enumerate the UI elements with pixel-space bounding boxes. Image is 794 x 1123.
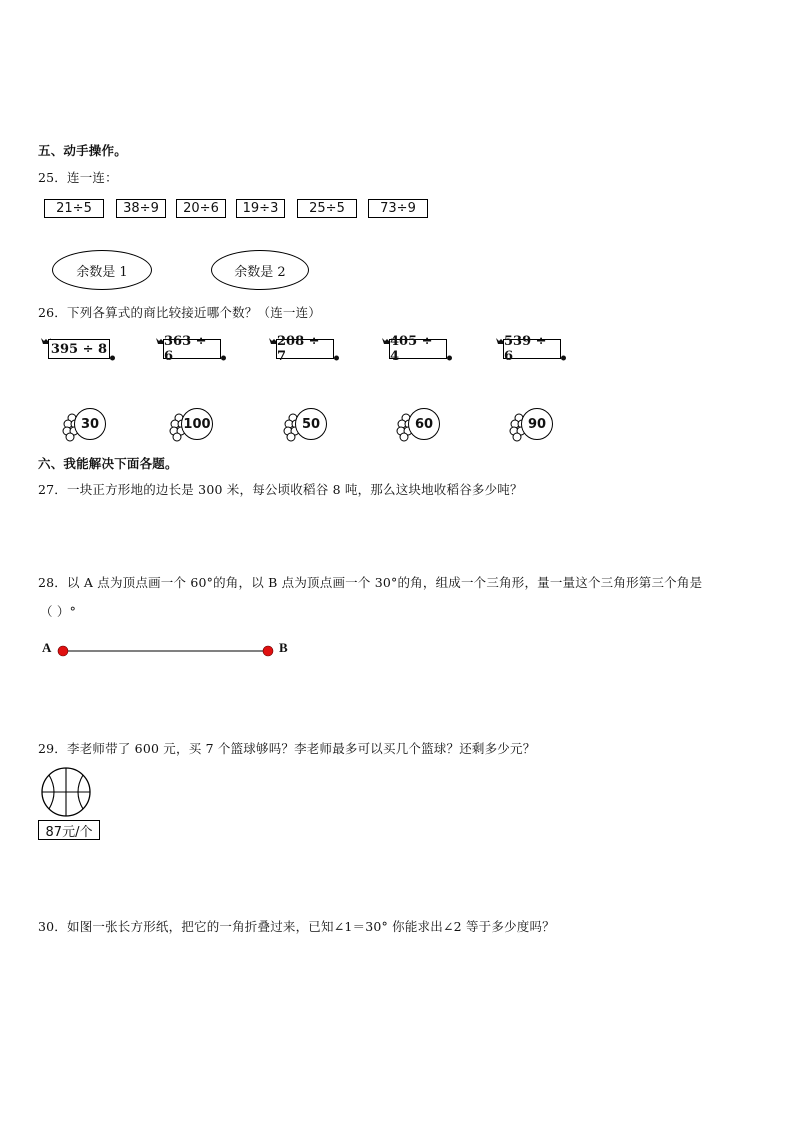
tail-icon — [220, 354, 227, 362]
expression-box[interactable]: 20÷6 — [176, 199, 226, 218]
answer-fruit[interactable] — [169, 406, 215, 448]
expression-box[interactable]: 38÷9 — [116, 199, 166, 218]
point-b-label: B — [279, 640, 288, 655]
point-a-label: A — [42, 640, 52, 655]
question-26-prompt: 26．下列各算式的商比较接近哪个数？（连一连） — [38, 305, 322, 320]
division-card[interactable] — [268, 334, 340, 364]
division-card[interactable] — [381, 334, 453, 364]
expression-box[interactable]: 19÷3 — [236, 199, 285, 218]
section-6-heading: 六、我能解决下面各题。 — [38, 456, 178, 471]
answer-circle: 100 — [181, 408, 213, 440]
remainder-1-ellipse[interactable]: 余数是 1 — [52, 250, 152, 290]
question-27-prompt: 27．一块正方形地的边长是 300 米，每公顷收稻谷 8 吨，那么这块地收稻谷多少吨？ — [38, 482, 523, 497]
question-25-prompt: 25．连一连： — [38, 170, 118, 185]
answer-circle: 90 — [521, 408, 553, 440]
expression-box[interactable]: 73÷9 — [368, 199, 428, 218]
tail-icon — [560, 354, 567, 362]
division-card-label: 208 ÷ 7 — [276, 339, 334, 359]
tail-icon — [446, 354, 453, 362]
division-card-label: 405 ÷ 4 — [389, 339, 447, 359]
division-card[interactable] — [40, 337, 116, 359]
division-card[interactable] — [155, 334, 227, 364]
answer-fruit[interactable] — [396, 406, 442, 448]
answer-fruit[interactable] — [62, 406, 108, 448]
segment-ab — [56, 643, 276, 659]
answer-fruit[interactable] — [283, 406, 329, 448]
section-5-heading: 五、动手操作。 — [38, 143, 127, 158]
expression-box[interactable]: 21÷5 — [44, 199, 104, 218]
price-label: 87元/个 — [38, 820, 100, 840]
answer-blank[interactable]: （ ）° — [40, 604, 77, 619]
expression-box[interactable]: 25÷5 — [297, 199, 357, 218]
tail-icon — [333, 354, 340, 362]
question-30-prompt: 30．如图一张长方形纸，把它的一角折叠过来，已知∠1＝30° 你能求出∠2 等于多少度吗？ — [38, 919, 555, 934]
division-card-label: 363 ÷ 6 — [163, 339, 221, 359]
division-card-label: 539 ÷ 6 — [503, 339, 561, 359]
question-28-prompt: 28．以 A 点为顶点画一个 60°的角，以 B 点为顶点画一个 30°的角，组成一个三角形，量一量这个三角形第三个角是 — [38, 575, 703, 590]
point-b — [263, 646, 273, 656]
division-card[interactable] — [495, 334, 567, 364]
point-a — [58, 646, 68, 656]
basketball-icon — [40, 766, 92, 818]
answer-circle: 50 — [295, 408, 327, 440]
question-29-prompt: 29．李老师带了 600 元，买 7 个篮球够吗？李老师最多可以买几个篮球？还剩多少元？ — [38, 741, 536, 756]
answer-fruit[interactable] — [509, 406, 555, 448]
answer-circle: 30 — [74, 408, 106, 440]
division-card-label: 395 ÷ 8 — [48, 339, 110, 359]
remainder-2-ellipse[interactable]: 余数是 2 — [211, 250, 309, 290]
tail-icon — [109, 354, 116, 362]
answer-circle: 60 — [408, 408, 440, 440]
